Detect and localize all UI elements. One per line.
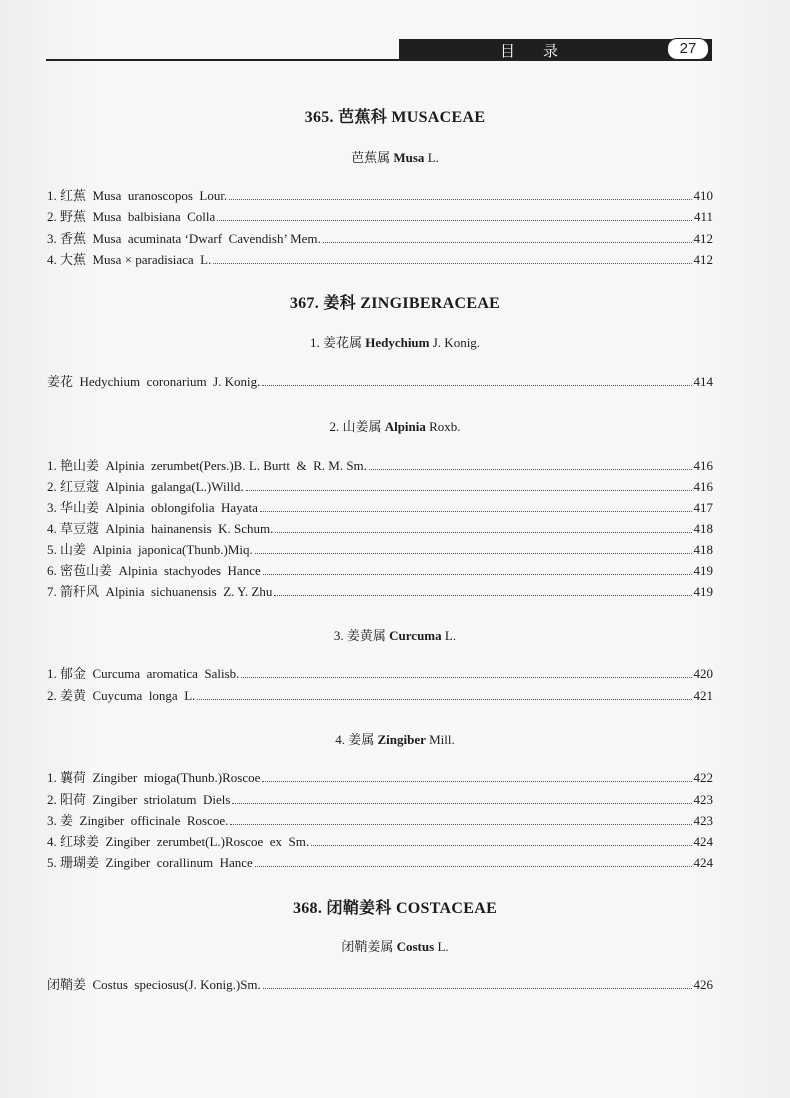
genus-prefix: 1. 姜花属 <box>309 335 366 350</box>
toc-entry[interactable] <box>47 853 713 871</box>
leader-dots <box>246 490 692 491</box>
toc-entry[interactable] <box>47 790 713 808</box>
page-number: 27 <box>667 38 709 60</box>
genus-author: Mill. <box>425 732 455 747</box>
entry-page: 411 <box>693 209 713 224</box>
leader-dots <box>241 677 691 678</box>
entry-text: 2. 红豆蔻 Alpinia galanga(L.)Willd. <box>47 479 244 494</box>
leader-dots <box>217 220 692 221</box>
entry-text: 3. 华山姜 Alpinia oblongifolia Hayata <box>47 500 258 515</box>
entry-page: 424 <box>693 855 713 870</box>
genus-author: Roxb. <box>425 419 461 434</box>
entry-page: 421 <box>693 688 713 703</box>
toc-entry[interactable] <box>47 975 713 993</box>
genus-heading <box>0 729 790 748</box>
toc-entry[interactable] <box>47 207 713 225</box>
genus-prefix: 芭蕉属 <box>351 150 394 165</box>
genus-name: Zingiber <box>377 732 426 747</box>
family-heading: 365. 芭蕉科 MUSACEAE <box>304 109 486 126</box>
genus-heading <box>0 625 790 644</box>
toc-entry[interactable] <box>47 186 713 204</box>
entry-page: 416 <box>693 479 713 494</box>
entry-text: 2. 姜黄 Cuycuma longa L. <box>47 688 196 703</box>
entry-text: 2. 阳荷 Zingiber striolatum Diels <box>47 792 231 807</box>
leader-dots <box>260 511 692 512</box>
toc-entry[interactable] <box>47 832 713 850</box>
toc-entry[interactable] <box>47 686 713 704</box>
entry-text: 4. 红球姜 Zingiber zerumbet(L.)Roscoe ex Sm. <box>47 834 310 849</box>
leader-dots <box>197 699 691 700</box>
genus-author: L. <box>424 150 439 165</box>
entry-page: 416 <box>693 458 713 473</box>
genus-name: Costus <box>396 939 435 954</box>
leader-dots <box>369 469 692 470</box>
genus-heading <box>0 936 790 955</box>
entry-page: 418 <box>693 521 713 536</box>
toc-entry[interactable] <box>47 768 713 786</box>
leader-dots <box>262 781 691 782</box>
toc-entry[interactable] <box>47 540 713 558</box>
entry-page: 423 <box>693 813 713 828</box>
entry-text: 5. 山姜 Alpinia japonica(Thunb.)Miq. <box>47 542 253 557</box>
toc-entry[interactable] <box>47 456 713 474</box>
genus-prefix: 2. 山姜属 <box>329 419 385 434</box>
entry-text: 姜花 Hedychium coronarium J. Konig. <box>47 374 261 389</box>
entry-text: 1. 郁金 Curcuma aromatica Salisb. <box>47 666 240 681</box>
leader-dots <box>213 263 691 264</box>
entry-page: 422 <box>693 770 713 785</box>
genus-heading <box>0 332 790 351</box>
genus-author: J. Konig. <box>429 335 481 350</box>
leader-dots <box>263 574 692 575</box>
toc-entry[interactable] <box>47 498 713 516</box>
toc-entry[interactable] <box>47 372 713 390</box>
genus-prefix: 3. 姜黄属 <box>333 628 390 643</box>
genus-author: L. <box>441 628 457 643</box>
toc-entry[interactable] <box>47 250 713 268</box>
family-heading: 367. 姜科 ZINGIBERACEAE <box>289 295 501 312</box>
entry-page: 420 <box>693 666 713 681</box>
leader-dots <box>262 385 691 386</box>
entry-text: 4. 草豆蔻 Alpinia hainanensis K. Schum. <box>47 521 274 536</box>
leader-dots <box>275 532 691 533</box>
genus-prefix: 闭鞘姜属 <box>341 939 397 954</box>
entry-text: 4. 大蕉 Musa × paradisiaca L. <box>47 252 212 267</box>
entry-page: 412 <box>693 231 713 246</box>
genus-heading <box>0 416 790 435</box>
leader-dots <box>255 553 692 554</box>
genus-heading <box>0 147 790 166</box>
entry-page: 426 <box>693 977 713 992</box>
toc-entry[interactable] <box>47 811 713 829</box>
toc-entry[interactable] <box>47 664 713 682</box>
entry-page: 414 <box>693 374 713 389</box>
entry-text: 1. 艳山姜 Alpinia zerumbet(Pers.)B. L. Burtt & R. M. Sm. <box>47 458 367 473</box>
header-title: 目录 <box>500 42 587 60</box>
entry-page: 419 <box>693 563 713 578</box>
entry-page: 419 <box>693 584 713 599</box>
leader-dots <box>230 824 691 825</box>
entry-page: 423 <box>693 792 713 807</box>
toc-entry[interactable] <box>47 561 713 579</box>
header-rule <box>46 59 712 61</box>
leader-dots <box>311 845 691 846</box>
entry-text: 5. 珊瑚姜 Zingiber corallinum Hance <box>47 855 253 870</box>
entry-page: 424 <box>693 834 713 849</box>
genus-author: L. <box>434 939 449 954</box>
entry-page: 412 <box>693 252 713 267</box>
leader-dots <box>323 242 692 243</box>
genus-name: Curcuma <box>389 628 442 643</box>
entry-text: 6. 密苞山姜 Alpinia stachyodes Hance <box>47 563 261 578</box>
entry-text: 1. 红蕉 Musa uranoscopos Lour. <box>47 188 228 203</box>
entry-text: 3. 姜 Zingiber officinale Roscoe. <box>47 813 229 828</box>
entry-page: 410 <box>693 188 713 203</box>
entry-page: 417 <box>693 500 713 515</box>
family-heading: 368. 闭鞘姜科 COSTACEAE <box>292 900 498 917</box>
toc-entry[interactable] <box>47 477 713 495</box>
entry-text: 2. 野蕉 Musa balbisiana Colla <box>47 209 216 224</box>
leader-dots <box>229 199 691 200</box>
toc-entry[interactable] <box>47 229 713 247</box>
genus-name: Musa <box>393 150 425 165</box>
leader-dots <box>232 803 691 804</box>
leader-dots <box>255 866 692 867</box>
entry-text: 闭鞘姜 Costus speciosus(J. Konig.)Sm. <box>47 977 261 992</box>
entry-text: 1. 蘘荷 Zingiber mioga(Thunb.)Roscoe <box>47 770 261 785</box>
genus-prefix: 4. 姜属 <box>335 732 378 747</box>
genus-name: Alpinia <box>384 419 426 434</box>
entry-text: 3. 香蕉 Musa acuminata ‘Dwarf Cavendish’ Mem. <box>47 231 321 246</box>
toc-entry[interactable] <box>47 519 713 537</box>
genus-name: Hedychium <box>365 335 430 350</box>
toc-entry[interactable] <box>47 582 713 600</box>
entry-page: 418 <box>693 542 713 557</box>
leader-dots <box>263 988 692 989</box>
entry-text: 7. 箭秆风 Alpinia sichuanensis Z. Y. Zhu <box>47 584 273 599</box>
leader-dots <box>274 595 691 596</box>
